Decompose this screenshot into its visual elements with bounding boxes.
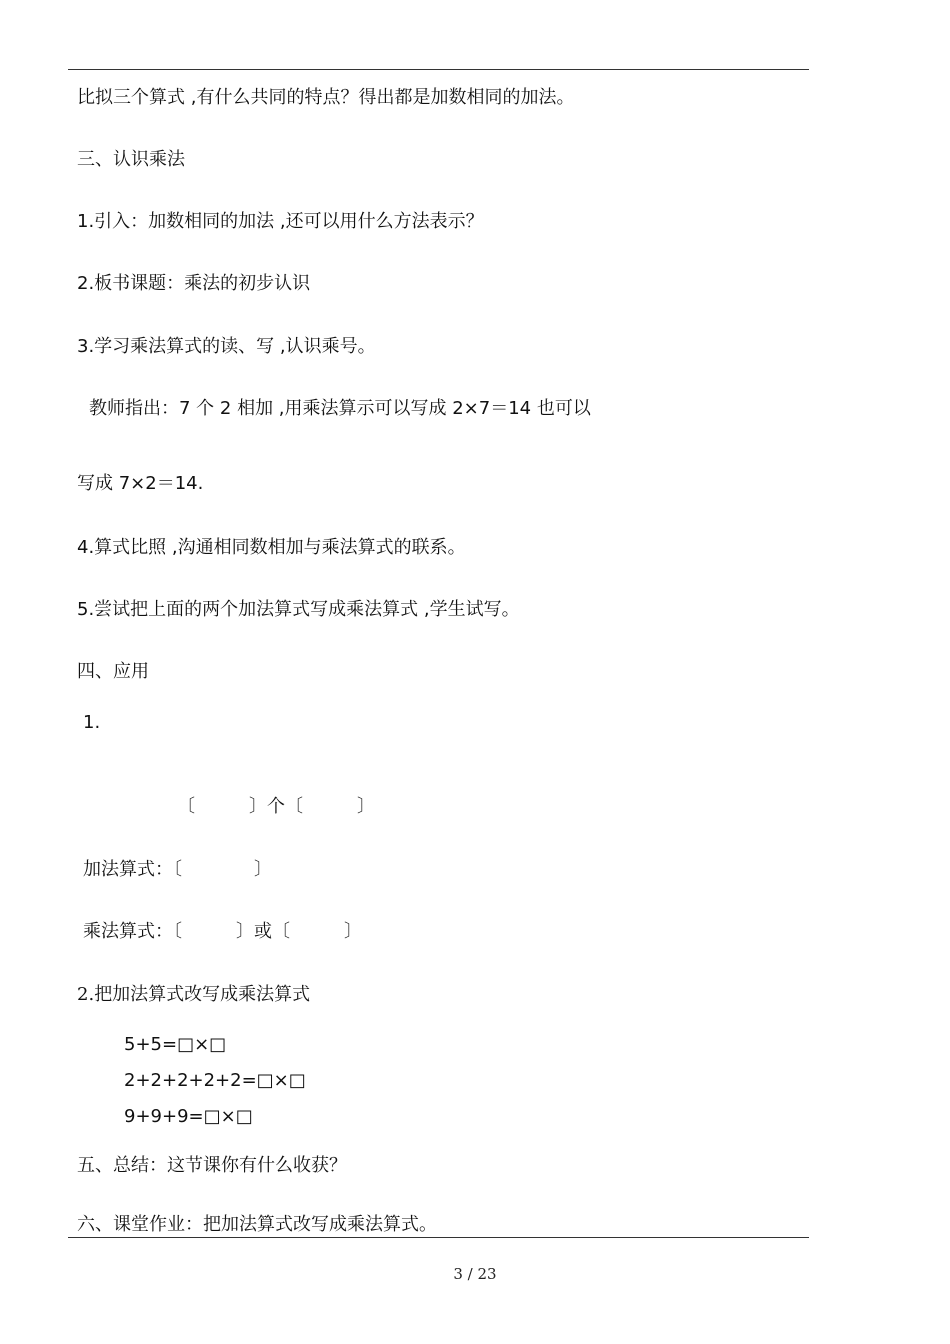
item-4-compare: 4.算式比照 ,沟通相同数相加与乘法算式的联系。 [77,537,466,558]
section-5-summary: 五、总结：这节课你有什么收获？ [77,1155,347,1176]
section-4-heading: 四、应用 [77,661,149,682]
compare-line: 比拟三个算式 ,有什么共同的特点？得出都是加数相同的加法。 [77,87,575,108]
page-number: 3 / 23 [453,1265,497,1283]
equation-1: 5+5=□×□ [124,1034,227,1055]
application-2-line [77,983,310,1007]
item-1-intro: 1.引入：加数相同的加法 ,还可以用什么方法表示？ [77,211,484,232]
addition-formula-line: 加法算式：〔 〕 [83,859,272,880]
teacher-note: 教师指出：7 个 2 相加 ,用乘法算示可以写成 2×7＝14 也可以 [89,398,591,419]
header-rule [68,69,809,70]
item-2-title: 2.板书课题：乘法的初步认识 [77,273,311,294]
equation-2: 2+2+2+2+2=□×□ [124,1070,306,1091]
application-1-label: 1. [83,712,101,733]
application-2-number: 2. [77,984,95,1005]
footer-rule [68,1237,809,1238]
equation-3: 9+9+9=□×□ [124,1106,253,1127]
application-2-text: 把加法算式改写成乘法算式 [94,984,311,1005]
section-6-homework: 六、课堂作业：把加法算式改写成乘法算式。 [77,1214,437,1235]
item-3-learn: 3.学习乘法算式的读、写 ,认识乘号。 [77,336,376,357]
item-5-try: 5.尝试把上面的两个加法算式写成乘法算式 ,学生试写。 [77,599,520,620]
multiplication-formula-line: 乘法算式：〔 〕或〔 〕 [83,921,362,942]
blanks-count-line: 〔 〕个〔 〕 [177,796,375,817]
teacher-note-continued: 写成 7×2＝14. [77,473,204,494]
section-3-heading: 三、认识乘法 [77,149,185,170]
